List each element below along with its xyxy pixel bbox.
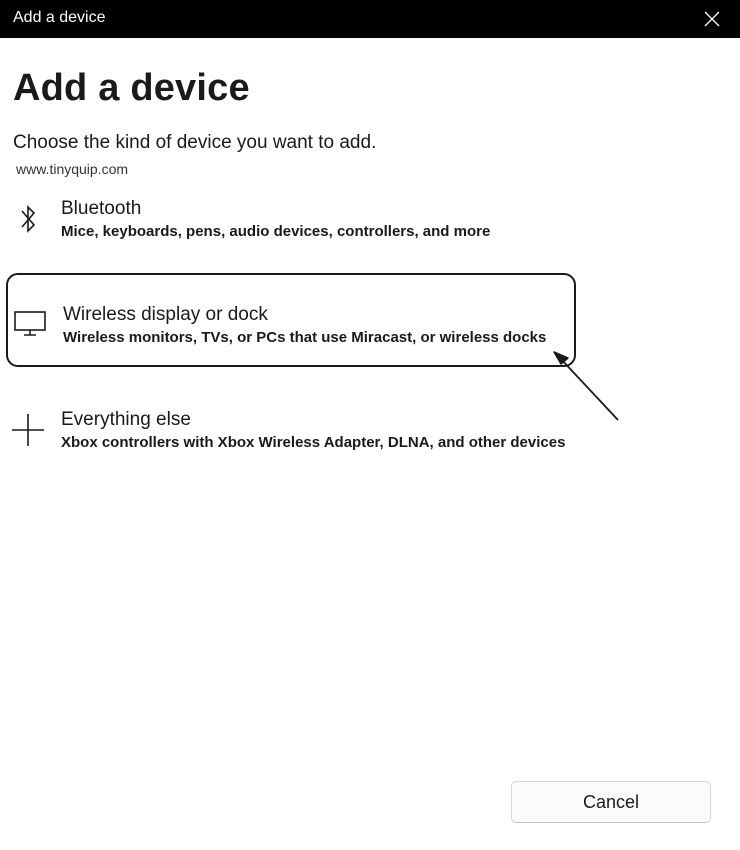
watermark-text: www.tinyquip.com	[16, 161, 129, 177]
cancel-button[interactable]: Cancel	[511, 781, 711, 823]
option-wireless-display[interactable]	[6, 273, 576, 367]
title-bar	[0, 0, 740, 38]
option-title: Bluetooth	[61, 198, 142, 219]
page-subtitle: Choose the kind of device you want to add.	[13, 132, 377, 153]
option-title: Everything else	[61, 409, 191, 430]
monitor-icon	[12, 305, 48, 341]
plus-icon	[10, 412, 46, 448]
option-everything-else[interactable]	[6, 380, 576, 474]
close-icon	[704, 11, 720, 27]
option-description: Mice, keyboards, pens, audio devices, controllers, and more	[61, 223, 491, 240]
option-title: Wireless display or dock	[63, 304, 268, 325]
window-title: Add a device	[13, 9, 106, 26]
option-description: Wireless monitors, TVs, or PCs that use Miracast, or wireless docks	[63, 329, 547, 346]
close-button[interactable]	[684, 0, 740, 38]
page-title: Add a device	[13, 67, 250, 109]
bluetooth-icon	[10, 201, 46, 237]
option-description: Xbox controllers with Xbox Wireless Adapter, DLNA, and other devices	[61, 434, 566, 451]
option-bluetooth[interactable]	[6, 185, 576, 279]
